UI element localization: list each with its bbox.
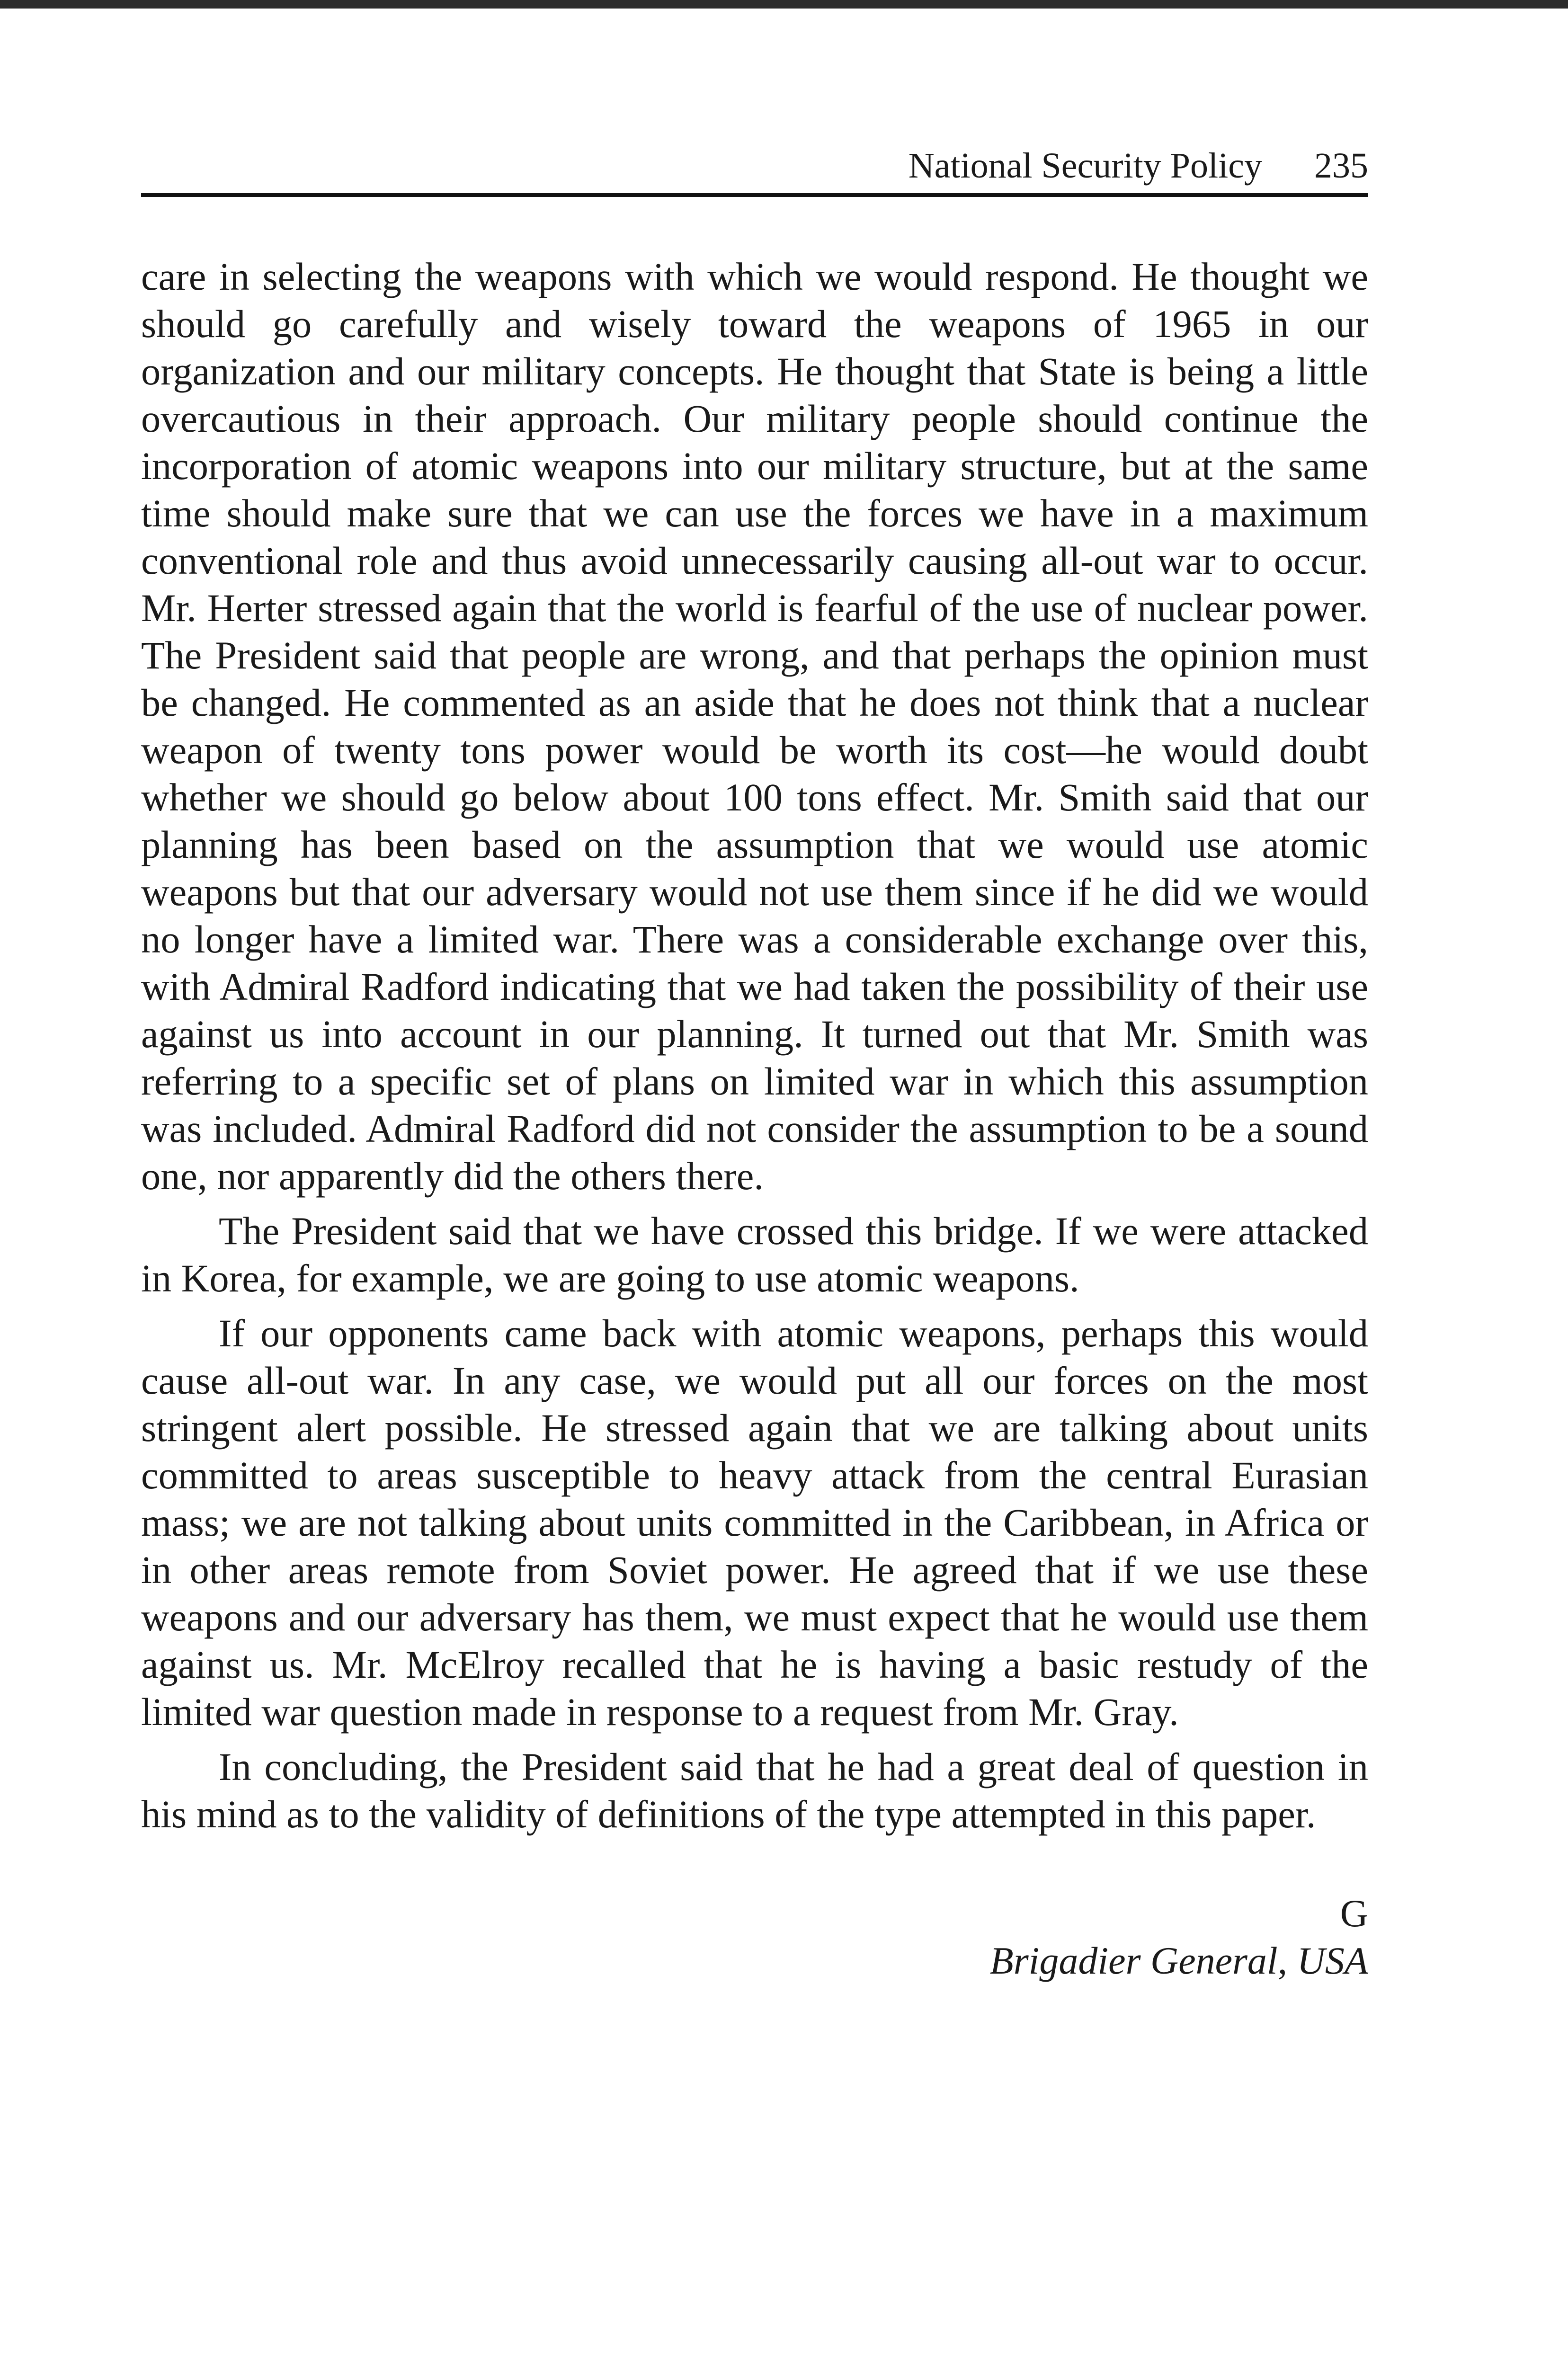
document-page	[141, 142, 1368, 1984]
paragraph-continued: care in selecting the weapons with which we would respond. He thought we should go carefully and wisely toward the weapons of 1965 in our organization and our military concepts. He thought that State is being a little overcautious in their approach. Our military people should continue the incorporation of atomic weapons into our military structure, but at the same time should make sure that we can use the forces we have in a maximum conventional role and thus avoid unnecessarily causing all-out war to occur. Mr. Herter stressed again that the world is fearful of the use of nuclear power. The President said that people are wrong, and that perhaps the opinion must be changed. He commented as an aside that he does not think that a nuclear weapon of twenty tons power would be worth its cost—he would doubt whether we should go below about 100 tons effect. Mr. Smith said that our planning has been based on the assumption that we would use atomic weapons but that our adversary would not use them since if he did we would no longer have a limited war. There was a considerable exchange over this, with Admiral Radford indicating that we had taken the possibility of their use against us into account in our planning. It turned out that Mr. Smith was referring to a specific set of plans on limited war in which this assumption was included. Admiral Radford did not consider the assumption to be a sound one, nor apparently did the others there.	[141, 255, 1368, 1198]
page-number: 235	[1314, 146, 1368, 186]
body-text	[141, 253, 1368, 1838]
signature-rank: Brigadier General, USA	[989, 1939, 1368, 1982]
running-header	[141, 142, 1368, 197]
paragraph: In concluding, the President said that he had a great deal of question in his mind as to the validity of definitions of the type attempted in this paper.	[141, 1745, 1368, 1836]
running-title: National Security Policy	[908, 146, 1262, 186]
signature-block	[141, 1890, 1368, 1984]
paragraph: The President said that we have crossed this bridge. If we were attacked in Korea, for example, we are going to use atomic weapons.	[141, 1209, 1368, 1300]
paragraph: If our opponents came back with atomic weapons, perhaps this would cause all-out war. In any case, we would put all our forces on the most stringent alert possible. He stressed again that we are talking about units committed to areas susceptible to heavy attack from the central Eurasian mass; we are not talking about units committed in the Caribbean, in Africa or in other areas remote from Soviet power. He agreed that if we use these weapons and our adversary has them, we must expect that he would use them against us. Mr. McElroy recalled that he is having a basic restudy of the limited war question made in response to a request from Mr. Gray.	[141, 1311, 1368, 1734]
signature-initial: G	[1340, 1892, 1368, 1935]
scan-top-edge	[0, 0, 1568, 9]
